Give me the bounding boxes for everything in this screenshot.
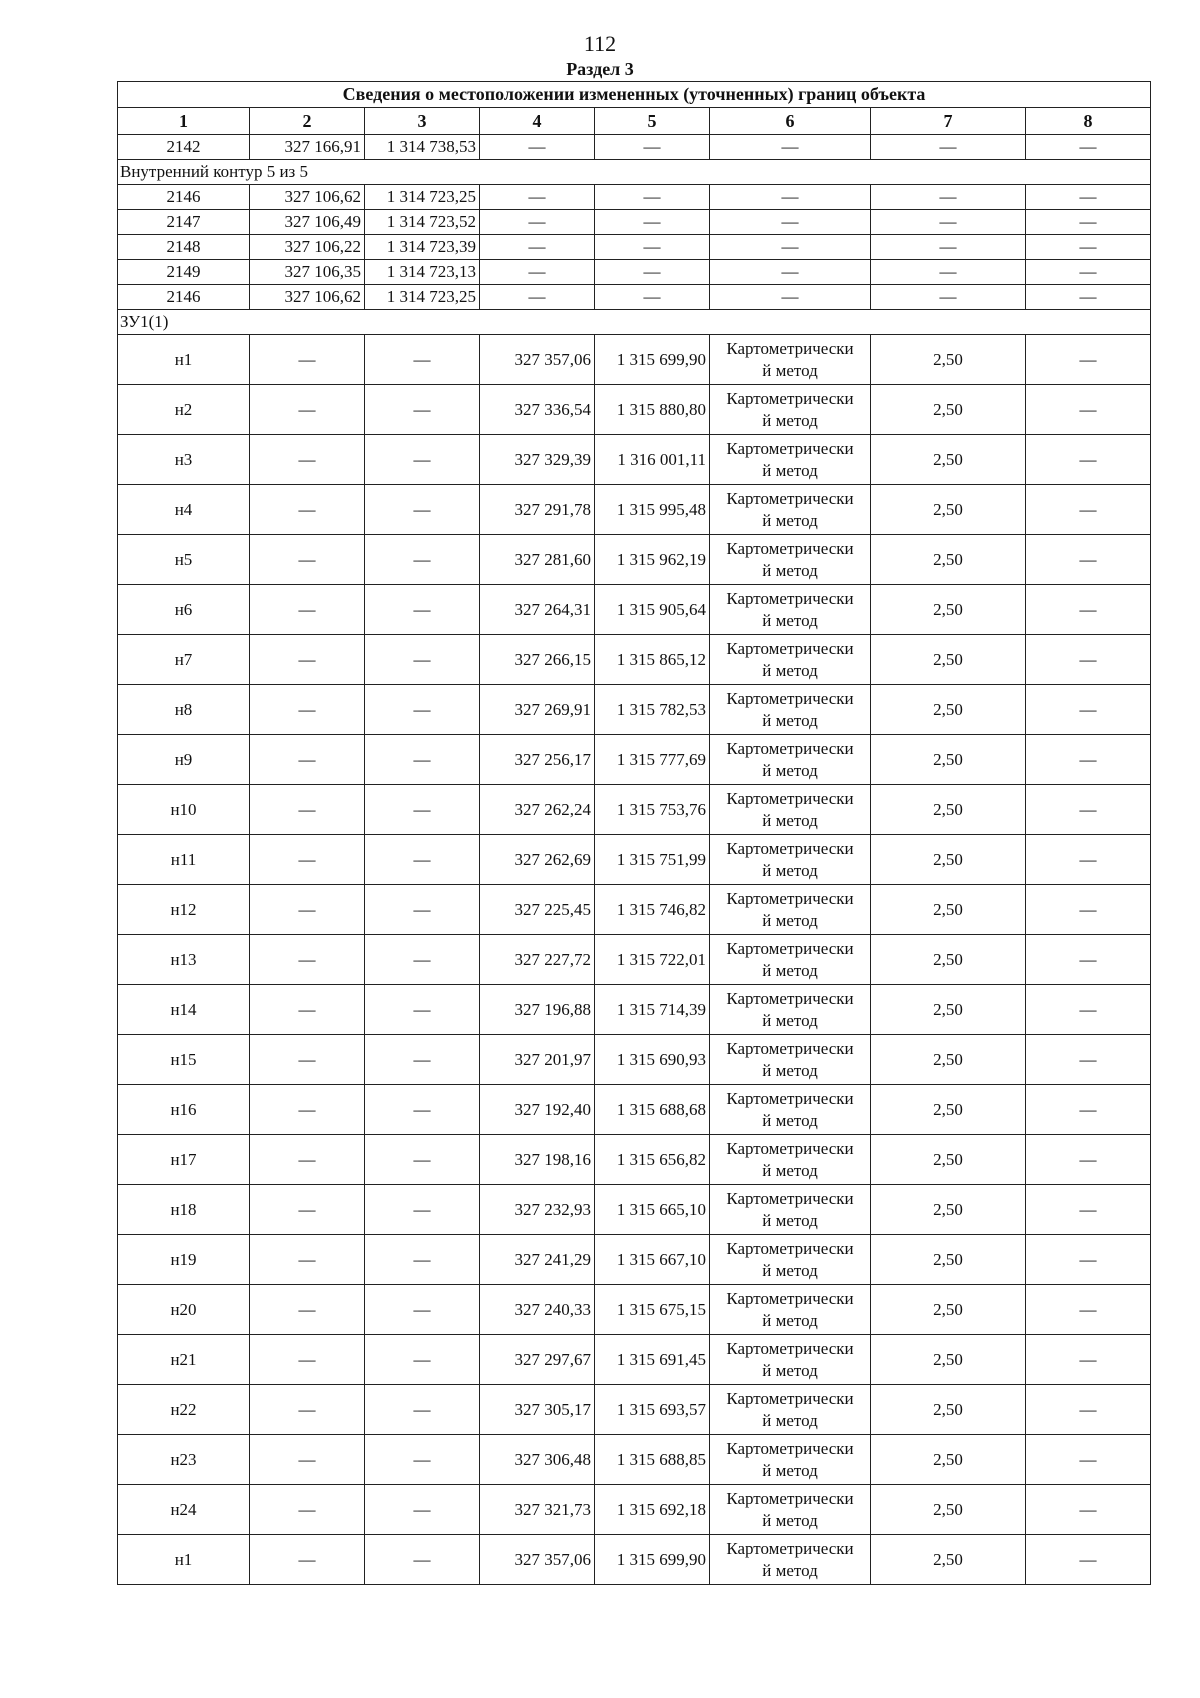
table-cell: 327 264,31 (480, 585, 595, 635)
table-cell: — (250, 1085, 365, 1135)
table-cell: — (871, 235, 1026, 260)
table-cell: — (365, 885, 480, 935)
table-cell: — (1026, 785, 1151, 835)
method-cell: Картометрически й метод (710, 685, 871, 735)
table-row (118, 235, 1151, 260)
table-cell: 327 192,40 (480, 1085, 595, 1135)
table-title-row (118, 82, 1151, 108)
method-cell: Картометрически й метод (710, 835, 871, 885)
table-cell: — (250, 885, 365, 935)
method-cell: Картометрически й метод (710, 1285, 871, 1335)
column-number: 6 (710, 108, 871, 135)
table-cell: — (1026, 260, 1151, 285)
table-cell: — (365, 1335, 480, 1385)
table-cell: — (250, 935, 365, 985)
table-cell: — (1026, 1185, 1151, 1235)
table-row (118, 735, 1151, 785)
table-row (118, 935, 1151, 985)
table-cell: — (1026, 1335, 1151, 1385)
table-cell: — (1026, 135, 1151, 160)
table-row (118, 885, 1151, 935)
table-cell: — (480, 285, 595, 310)
table-cell: 2,50 (871, 635, 1026, 685)
table-cell: 1 315 699,90 (595, 1535, 710, 1585)
table-cell: 1 315 688,68 (595, 1085, 710, 1135)
table-cell: 2,50 (871, 1285, 1026, 1335)
table-cell: 1 315 995,48 (595, 485, 710, 535)
table-cell: 2148 (118, 235, 250, 260)
table-cell: 2,50 (871, 335, 1026, 385)
table-cell: 1 315 675,15 (595, 1285, 710, 1335)
table-cell: 1 315 690,93 (595, 1035, 710, 1085)
table-cell: 2,50 (871, 1535, 1026, 1585)
table-cell: — (250, 485, 365, 535)
method-cell: Картометрически й метод (710, 1085, 871, 1135)
table-cell: н1 (118, 1535, 250, 1585)
table-row (118, 835, 1151, 885)
column-number-row (118, 108, 1151, 135)
table-cell: 327 291,78 (480, 485, 595, 535)
table-cell: 327 241,29 (480, 1235, 595, 1285)
table-cell: 327 106,62 (250, 285, 365, 310)
table-cell: 2,50 (871, 435, 1026, 485)
table-row (118, 185, 1151, 210)
table-cell: — (365, 685, 480, 735)
table-cell: — (365, 335, 480, 385)
table-cell: — (365, 735, 480, 785)
table-cell: — (1026, 1535, 1151, 1585)
method-cell: Картометрически й метод (710, 985, 871, 1035)
table-cell: — (365, 585, 480, 635)
method-cell: Картометрически й метод (710, 535, 871, 585)
table-cell: 2,50 (871, 885, 1026, 935)
table-cell: — (1026, 635, 1151, 685)
table-cell: 327 266,15 (480, 635, 595, 685)
table-cell: н22 (118, 1385, 250, 1435)
table-cell: 2,50 (871, 1335, 1026, 1385)
table-row (118, 385, 1151, 435)
table-cell: — (365, 1235, 480, 1285)
table-cell: — (250, 985, 365, 1035)
table-cell: — (871, 210, 1026, 235)
table-cell: н20 (118, 1285, 250, 1335)
table-cell: — (595, 285, 710, 310)
method-cell: Картометрически й метод (710, 935, 871, 985)
table-cell: — (250, 685, 365, 735)
table-cell: 327 297,67 (480, 1335, 595, 1385)
table-cell: — (1026, 435, 1151, 485)
table-cell: н5 (118, 535, 250, 585)
table-row (118, 1235, 1151, 1285)
table-cell: 1 315 656,82 (595, 1135, 710, 1185)
table-cell: 327 106,49 (250, 210, 365, 235)
table-cell: н12 (118, 885, 250, 935)
table-cell: — (250, 1035, 365, 1085)
table-cell: — (1026, 1085, 1151, 1135)
table-cell: н14 (118, 985, 250, 1035)
table-cell: 327 305,17 (480, 1385, 595, 1435)
method-cell: Картометрически й метод (710, 485, 871, 535)
table-cell: 1 315 880,80 (595, 385, 710, 435)
table-cell: 327 281,60 (480, 535, 595, 585)
table-cell: 1 315 691,45 (595, 1335, 710, 1385)
table-cell: — (250, 535, 365, 585)
table-row (118, 1085, 1151, 1135)
table-cell: 1 314 723,25 (365, 285, 480, 310)
method-cell: Картометрически й метод (710, 735, 871, 785)
method-cell: Картометрически й метод (710, 1335, 871, 1385)
table-cell: — (365, 785, 480, 835)
table-row (118, 260, 1151, 285)
method-cell: Картометрически й метод (710, 885, 871, 935)
table-cell: 2,50 (871, 1135, 1026, 1185)
table-cell: — (365, 1085, 480, 1135)
table-cell: — (365, 535, 480, 585)
column-number: 4 (480, 108, 595, 135)
table-cell: 327 106,62 (250, 185, 365, 210)
table-cell: 1 315 777,69 (595, 735, 710, 785)
table-row (118, 1435, 1151, 1485)
table-row (118, 1485, 1151, 1535)
table-cell: — (1026, 485, 1151, 535)
table-cell: — (1026, 735, 1151, 785)
table-cell: н9 (118, 735, 250, 785)
table-row (118, 1535, 1151, 1585)
table-cell: 1 315 962,19 (595, 535, 710, 585)
table-cell: — (595, 235, 710, 260)
parcel-label (118, 310, 1151, 335)
table-cell: н11 (118, 835, 250, 885)
table-cell: — (365, 985, 480, 1035)
table-cell: — (595, 260, 710, 285)
table-cell: — (480, 235, 595, 260)
table-cell: 1 315 753,76 (595, 785, 710, 835)
parcel-label-text: ЗУ1(1) (118, 310, 1151, 335)
table-cell: — (710, 235, 871, 260)
table-cell: — (365, 1285, 480, 1335)
table-cell: — (1026, 235, 1151, 260)
table-cell: — (480, 260, 595, 285)
table-cell: 1 315 714,39 (595, 985, 710, 1035)
table-row (118, 1385, 1151, 1435)
table-cell: — (871, 285, 1026, 310)
table-cell: — (250, 1535, 365, 1585)
method-cell: Картометрически й метод (710, 1235, 871, 1285)
table-cell: — (250, 1485, 365, 1535)
table-cell: н17 (118, 1135, 250, 1185)
table-cell: — (365, 435, 480, 485)
table-cell: н15 (118, 1035, 250, 1085)
table-cell: — (365, 635, 480, 685)
table-cell: 2,50 (871, 1235, 1026, 1285)
table-cell: 327 262,69 (480, 835, 595, 885)
table-cell: 1 316 001,11 (595, 435, 710, 485)
table-cell: 2,50 (871, 485, 1026, 535)
table-cell: — (710, 260, 871, 285)
column-number: 5 (595, 108, 710, 135)
table-cell: н3 (118, 435, 250, 485)
table-cell: — (595, 185, 710, 210)
table-cell: — (1026, 185, 1151, 210)
table-cell: — (250, 1285, 365, 1335)
table-cell: 327 225,45 (480, 885, 595, 935)
table-cell: — (1026, 1285, 1151, 1335)
table-row (118, 985, 1151, 1035)
table-cell: 2142 (118, 135, 250, 160)
table-cell: 1 315 692,18 (595, 1485, 710, 1535)
table-cell: — (365, 1385, 480, 1435)
table-cell: 327 198,16 (480, 1135, 595, 1185)
table-cell: 1 315 905,64 (595, 585, 710, 635)
table-cell: — (250, 335, 365, 385)
column-number: 2 (250, 108, 365, 135)
table-cell: 2,50 (871, 1085, 1026, 1135)
table-cell: 1 315 751,99 (595, 835, 710, 885)
table-cell: 1 315 667,10 (595, 1235, 710, 1285)
table-row (118, 685, 1151, 735)
table-cell: н13 (118, 935, 250, 985)
table-cell: 2,50 (871, 985, 1026, 1035)
method-cell: Картометрически й метод (710, 435, 871, 485)
table-cell: 1 315 782,53 (595, 685, 710, 735)
method-cell: Картометрически й метод (710, 1035, 871, 1085)
table-cell: — (1026, 1035, 1151, 1085)
table-cell: — (1026, 535, 1151, 585)
table-cell: н2 (118, 385, 250, 435)
table-cell: — (710, 135, 871, 160)
table-cell: 2146 (118, 185, 250, 210)
table-cell: — (1026, 1135, 1151, 1185)
table-cell: 2,50 (871, 785, 1026, 835)
table-cell: 2,50 (871, 835, 1026, 885)
table-cell: — (250, 1235, 365, 1285)
table-cell: н19 (118, 1235, 250, 1285)
table-cell: — (365, 1535, 480, 1585)
table-row (118, 1185, 1151, 1235)
table-cell: — (480, 185, 595, 210)
table-cell: — (710, 210, 871, 235)
table-cell: 1 314 723,39 (365, 235, 480, 260)
table-cell: — (250, 385, 365, 435)
table-cell: 327 201,97 (480, 1035, 595, 1085)
table-cell: — (1026, 335, 1151, 385)
table-cell: н10 (118, 785, 250, 835)
table-cell: н4 (118, 485, 250, 535)
table-cell: — (365, 1435, 480, 1485)
table-cell: 327 106,35 (250, 260, 365, 285)
table-cell: — (365, 935, 480, 985)
table-cell: — (480, 135, 595, 160)
table-row (118, 585, 1151, 635)
table-row (118, 1335, 1151, 1385)
method-cell: Картометрически й метод (710, 1185, 871, 1235)
table-cell: — (1026, 1385, 1151, 1435)
table-cell: — (250, 585, 365, 635)
table-cell: — (365, 1135, 480, 1185)
method-cell: Картометрически й метод (710, 785, 871, 835)
table-cell: — (1026, 385, 1151, 435)
method-cell: Картометрически й метод (710, 385, 871, 435)
table-cell: 1 314 723,52 (365, 210, 480, 235)
table-cell: 327 166,91 (250, 135, 365, 160)
table-cell: 1 315 665,10 (595, 1185, 710, 1235)
table-cell: 327 329,39 (480, 435, 595, 485)
table-cell: н6 (118, 585, 250, 635)
table-cell: н24 (118, 1485, 250, 1535)
table-cell: 327 256,17 (480, 735, 595, 785)
table-cell: н18 (118, 1185, 250, 1235)
table-row (118, 785, 1151, 835)
table-row (118, 210, 1151, 235)
table-cell: 2,50 (871, 1385, 1026, 1435)
table-cell: — (871, 185, 1026, 210)
table-cell: 2,50 (871, 385, 1026, 435)
method-cell: Картометрически й метод (710, 1535, 871, 1585)
table-cell: — (1026, 885, 1151, 935)
table-cell: 327 232,93 (480, 1185, 595, 1235)
table-cell: — (871, 135, 1026, 160)
table-row (118, 1035, 1151, 1085)
column-number: 7 (871, 108, 1026, 135)
table-cell: — (365, 1185, 480, 1235)
table-cell: 1 315 688,85 (595, 1435, 710, 1485)
table-cell: — (365, 485, 480, 535)
table-cell: — (871, 260, 1026, 285)
table-cell: 1 315 746,82 (595, 885, 710, 935)
table-cell: 2,50 (871, 1185, 1026, 1235)
table-cell: 1 315 699,90 (595, 335, 710, 385)
table-cell: 1 314 738,53 (365, 135, 480, 160)
table-cell: — (250, 1435, 365, 1485)
table-row (118, 135, 1151, 160)
table-cell: 1 314 723,13 (365, 260, 480, 285)
table-row (118, 335, 1151, 385)
table-cell: — (250, 1185, 365, 1235)
table-cell: 327 227,72 (480, 935, 595, 985)
table-cell: 2146 (118, 285, 250, 310)
table-cell: н1 (118, 335, 250, 385)
table-cell: 327 336,54 (480, 385, 595, 435)
page-number: 112 (583, 31, 617, 56)
contour-label-text: Внутренний контур 5 из 5 (118, 160, 1151, 185)
table-cell: — (1026, 985, 1151, 1035)
table-cell: — (710, 185, 871, 210)
table-cell: н7 (118, 635, 250, 685)
method-cell: Картометрически й метод (710, 1485, 871, 1535)
table-cell: 327 262,24 (480, 785, 595, 835)
table-cell: — (710, 285, 871, 310)
table-cell: — (250, 435, 365, 485)
table-cell: — (365, 1035, 480, 1085)
table-cell: — (250, 635, 365, 685)
table-cell: н8 (118, 685, 250, 735)
table-cell: — (595, 210, 710, 235)
table-title: Сведения о местоположении измененных (уточненных) границ объекта (118, 82, 1151, 108)
column-number: 8 (1026, 108, 1151, 135)
table-row (118, 535, 1151, 585)
method-cell: Картометрически й метод (710, 1385, 871, 1435)
table-row (118, 285, 1151, 310)
column-number: 1 (118, 108, 250, 135)
method-cell: Картометрически й метод (710, 335, 871, 385)
table-cell: 327 106,22 (250, 235, 365, 260)
table-cell: — (365, 1485, 480, 1535)
table-cell: — (250, 785, 365, 835)
table-cell: 2,50 (871, 1035, 1026, 1085)
table-cell: — (365, 385, 480, 435)
table-cell: 2,50 (871, 935, 1026, 985)
table-cell: 2,50 (871, 585, 1026, 635)
table-cell: — (595, 135, 710, 160)
table-cell: — (365, 835, 480, 885)
table-cell: 2,50 (871, 535, 1026, 585)
method-cell: Картометрически й метод (710, 585, 871, 635)
table-cell: 1 314 723,25 (365, 185, 480, 210)
table-cell: — (250, 1385, 365, 1435)
method-cell: Картометрически й метод (710, 635, 871, 685)
table-cell: — (250, 1135, 365, 1185)
method-cell: Картометрически й метод (710, 1135, 871, 1185)
table-cell: н16 (118, 1085, 250, 1135)
table-cell: 327 240,33 (480, 1285, 595, 1335)
table-cell: 327 357,06 (480, 1535, 595, 1585)
table-cell: 327 196,88 (480, 985, 595, 1035)
table-cell: 1 315 865,12 (595, 635, 710, 685)
table-cell: 2149 (118, 260, 250, 285)
table-cell: — (1026, 835, 1151, 885)
table-cell: 327 357,06 (480, 335, 595, 385)
table-cell: — (1026, 935, 1151, 985)
table-cell: 2,50 (871, 735, 1026, 785)
table-cell: — (1026, 1435, 1151, 1485)
column-number: 3 (365, 108, 480, 135)
table-cell: 327 269,91 (480, 685, 595, 735)
table-cell: 1 315 722,01 (595, 935, 710, 985)
table-cell: — (1026, 1485, 1151, 1535)
table-cell: 2147 (118, 210, 250, 235)
table-cell: — (250, 735, 365, 785)
table-row (118, 435, 1151, 485)
method-cell: Картометрически й метод (710, 1435, 871, 1485)
table-row (118, 635, 1151, 685)
table-cell: 1 315 693,57 (595, 1385, 710, 1435)
table-row (118, 485, 1151, 535)
table-cell: н23 (118, 1435, 250, 1485)
table-cell: — (1026, 1235, 1151, 1285)
table-cell: 2,50 (871, 1485, 1026, 1535)
table-cell: 2,50 (871, 1435, 1026, 1485)
table-cell: — (1026, 210, 1151, 235)
table-row (118, 1285, 1151, 1335)
table-cell: — (1026, 685, 1151, 735)
section-title: Раздел 3 (566, 59, 634, 79)
contour-label (118, 160, 1151, 185)
boundary-table (117, 81, 1151, 1585)
table-cell: — (480, 210, 595, 235)
table-cell: — (250, 835, 365, 885)
table-row (118, 1135, 1151, 1185)
table-cell: н21 (118, 1335, 250, 1385)
table-cell: — (250, 1335, 365, 1385)
table-cell: 2,50 (871, 685, 1026, 735)
table-cell: 327 306,48 (480, 1435, 595, 1485)
table-cell: — (1026, 285, 1151, 310)
table-cell: — (1026, 585, 1151, 635)
table-cell: 327 321,73 (480, 1485, 595, 1535)
